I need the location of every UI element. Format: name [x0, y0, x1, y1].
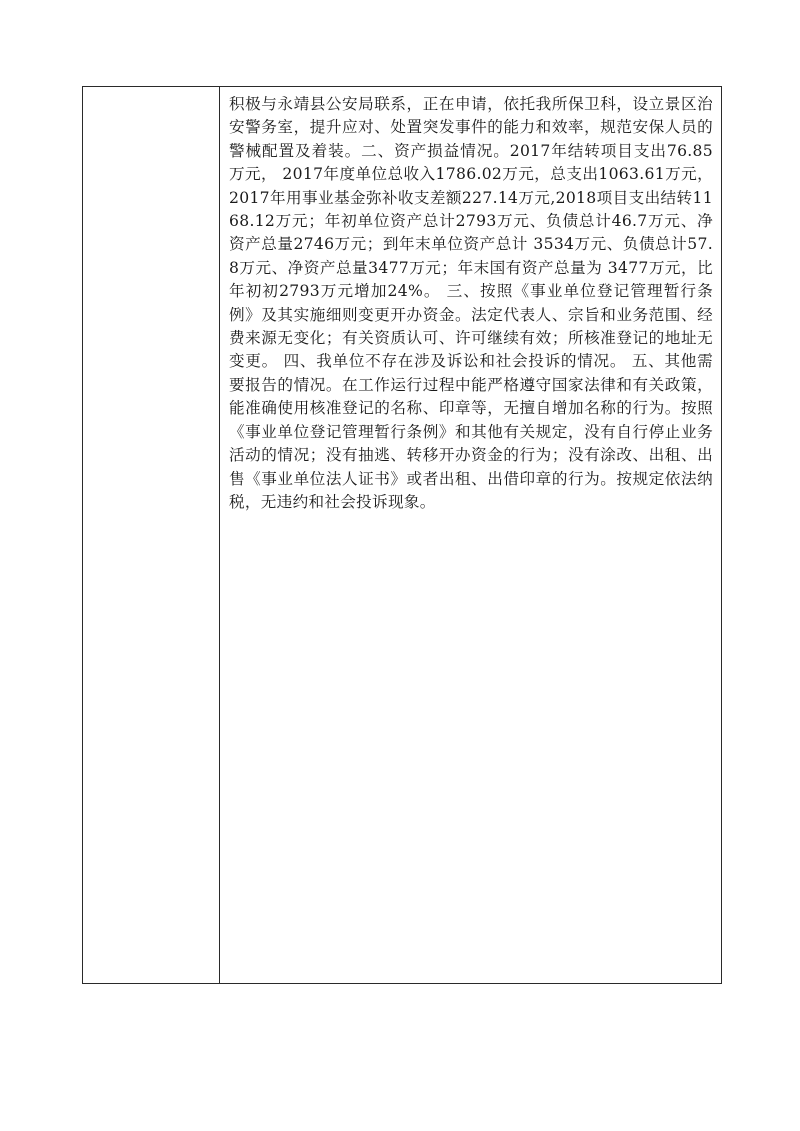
table-label-cell — [83, 87, 220, 983]
report-table — [82, 86, 722, 984]
table-content-cell — [220, 87, 721, 983]
report-body-text: 积极与永靖县公安局联系，正在申请，依托我所保卫科，设立景区治安警务室，提升应对、处置突发事件的能力和效率，规范安保人员的警械配置及着装。二、资产损益情况。2017年结转项目支出76.85万元， 2017年度单位总收入1786.02万元，总支出1063.61万元，2017年用事业基金弥补收支差额227.14万元,2018项目支出结转1168.12万元；年初单位资产总计2793万元、负债总计46.7万元、净资产总量2746万元；到年末单位资产总计 3534万元、负债总计57.8万元、净资产总量3477万元；年末国有资产总量为 3477万元，比年初初2793万元增加24%。 三、按照《事业单位登记管理暂行条例》及其实施细则变更开办资金。法定代表人、宗旨和业务范围、经费来源无变化；有关资质认可、许可继续有效；所核准登记的地址无变更。 四、我单位不存在涉及诉讼和社会投诉的情况。 五、其他需要报告的情况。在工作运行过程中能严格遵守国家法律和有关政策，能准确使用核准登记的名称、印章等，无擅自增加名称的行为。按照《事业单位登记管理暂行条例》和其他有关规定，没有自行停止业务活动的情况；没有抽逃、转移开办资金的行为；没有涂改、出租、出售《事业单位法人证书》或者出租、出借印章的行为。按规定依法纳税，无违约和社会投诉现象。 — [229, 95, 713, 511]
